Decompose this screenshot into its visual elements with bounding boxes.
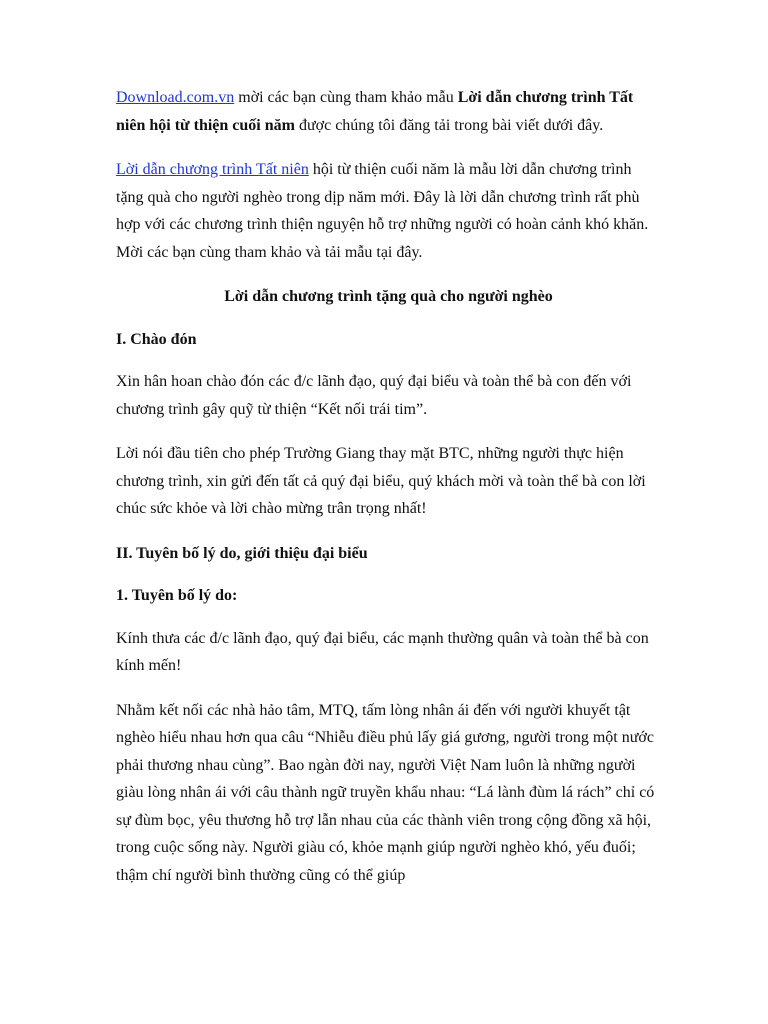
section1-paragraph-1: Xin hân hoan chào đón các đ/c lãnh đạo, quý đại biểu và toàn thể bà con đến với chương trình gây quỹ từ thiện “Kết nối trái tim”. <box>116 373 632 418</box>
section1-heading: I. Chào đón <box>116 330 197 348</box>
document-body <box>116 84 661 906</box>
download-link[interactable]: Download.com.vn <box>116 89 235 106</box>
intro-text-2: được chúng tôi đăng tải trong bài viết dưới đây. <box>294 116 604 134</box>
intro-paragraph <box>116 84 661 139</box>
section2-heading: II. Tuyên bố lý do, giới thiệu đại biểu <box>116 544 368 562</box>
intro-text-1: mời các bạn cùng tham khảo mẫu <box>234 89 458 106</box>
document-title: Lời dẫn chương trình tặng quà cho người nghèo <box>224 288 553 305</box>
section1-paragraph-2: Lời nói đầu tiên cho phép Trường Giang thay mặt BTC, những người thực hiện chương trình, xin gửi đến tất cả quý đại biểu, quý khách mời và toàn thể bà con lời chúc sức khỏe và lời chào mừng trân trọng nhất! <box>116 445 646 517</box>
section2-paragraph-2: Nhằm kết nối các nhà hảo tâm, MTQ, tấm lòng nhân ái đến với người khuyết tật nghèo hiểu nhau hơn qua câu “Nhiễu điều phủ lấy giá gương, người trong một nước phải thương nhau cùng”. Bao ngàn đời nay, người Việt Nam luôn là những người giàu lòng nhân ái với câu thành ngữ truyền khẩu nhau: “Lá lành đùm lá rách” chỉ có sự đùm bọc, yêu thương hỗ trợ lẫn nhau của các thành viên trong cộng đồng xã hội, trong cuộc sống này. Người giàu có, khỏe mạnh giúp người nghèo khó, yếu đuối; thậm chí người bình thường cũng có thể giúp <box>116 701 655 884</box>
summary-paragraph <box>116 156 661 266</box>
summary-link[interactable]: Lời dẫn chương trình Tất niên <box>116 161 309 178</box>
intro-bold-title: Lời dẫn chương trình Tất niên hội từ thiện cuối năm <box>116 89 634 134</box>
section2-paragraph-1: Kính thưa các đ/c lãnh đạo, quý đại biểu, các mạnh thường quân và toàn thể bà con kính mến! <box>116 629 649 674</box>
section2-subheading: 1. Tuyên bố lý do: <box>116 587 238 604</box>
summary-text: hội từ thiện cuối năm là mẫu lời dẫn chương trình tặng quà cho người nghèo trong dịp năm mới. Đây là lời dẫn chương trình rất phù hợp với các chương trình thiện nguyện hỗ trợ những người có hoàn cảnh khó khăn. Mời các bạn cùng tham khảo và tải mẫu tại đây. <box>116 161 649 261</box>
